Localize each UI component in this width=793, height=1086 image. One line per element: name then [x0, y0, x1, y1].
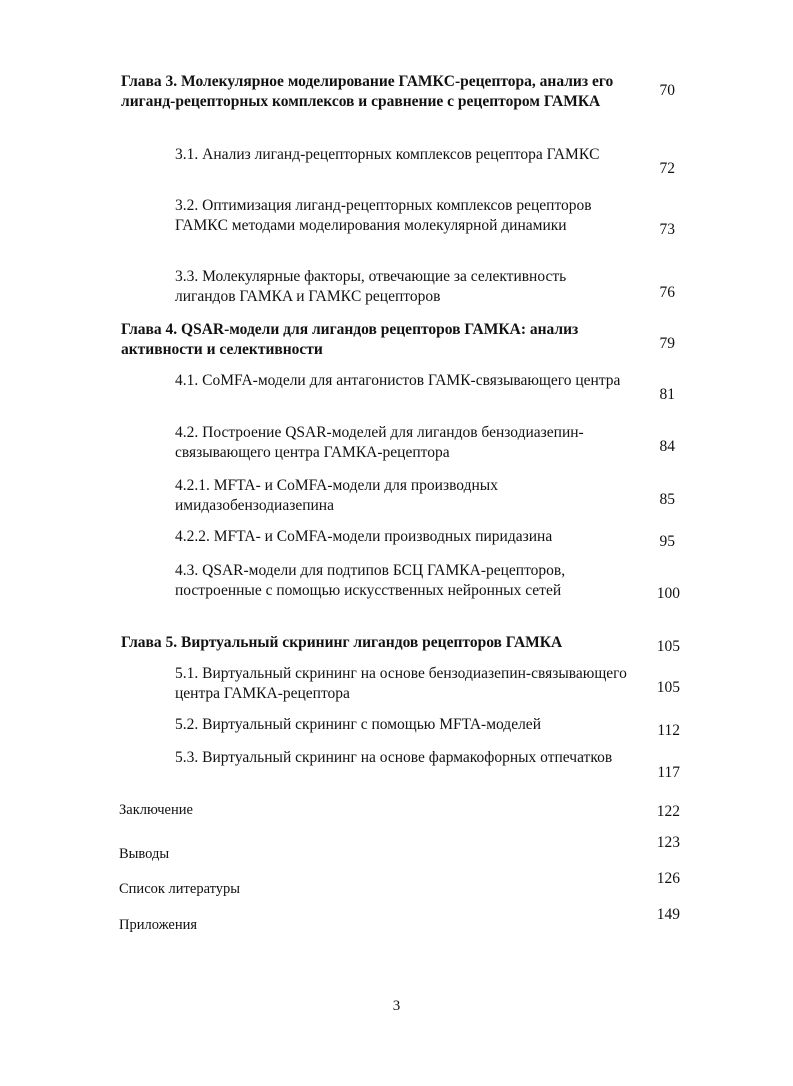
toc-entry-page: 105: [656, 638, 680, 655]
toc-entry-section-3-3: [175, 267, 630, 307]
toc-entry-title: 4.3. QSAR-модели для подтипов БСЦ ГАМКA-рецепторов, построенные с помощью искусственных нейронных сетей: [175, 562, 566, 599]
page-number: 3: [392, 998, 401, 1014]
toc-entry-page: 73: [659, 221, 675, 238]
toc-entry-page: 76: [659, 284, 675, 301]
toc-entry-page: 105: [656, 679, 680, 696]
toc-entry-title: 3.1. Анализ лиганд-рецепторных комплексов рецептора ГАМКC: [175, 146, 600, 163]
toc-entry-findings: [119, 844, 419, 864]
toc-entry-title: Глава 5. Виртуальный скрининг лигандов рецепторов ГАМКA: [121, 634, 563, 651]
toc-entry-section-4-2-1: [175, 476, 630, 516]
toc-entry-chapter-3: [121, 72, 621, 112]
toc-entry-title: Заключение: [119, 802, 193, 818]
toc-entry-title: Выводы: [119, 846, 170, 862]
toc-entry-section-4-1: [175, 371, 630, 391]
toc-entry-section-3-2: [175, 196, 630, 236]
toc-entry-page: 117: [657, 764, 680, 781]
toc-entry-section-4-3: [175, 561, 630, 601]
toc-entry-title: Глава 3. Молекулярное моделирование ГАМКC-рецептора, анализ его лиганд-рецепторных комплексов и сравнение с рецептором ГАМКA: [121, 73, 614, 110]
toc-entry-page: 123: [656, 834, 680, 851]
toc-entry-title: 4.2.2. MFTA- и CoMFA-модели производных пиридазина: [175, 528, 553, 545]
toc-entry-title: Глава 4. QSAR-модели для лигандов рецепторов ГАМКA: анализ активности и селективности: [121, 321, 579, 358]
toc-entry-title: 5.1. Виртуальный скрининг на основе бензодиазепин-связывающего центра ГАМКA-рецептора: [175, 665, 627, 702]
toc-entry-page: 70: [659, 82, 675, 99]
toc-entry-chapter-4: [121, 320, 621, 360]
toc-entry-page: 84: [659, 438, 675, 455]
toc-entry-page: 85: [659, 491, 675, 508]
toc-entry-page: 95: [659, 533, 675, 550]
toc-entry-title: Приложения: [119, 917, 198, 933]
toc-entry-page: 72: [659, 160, 675, 177]
toc-entry-page: 122: [656, 803, 680, 820]
toc-entry-section-5-2: [175, 715, 630, 735]
toc-entry-page: 149: [656, 906, 680, 923]
toc-entry-section-4-2: [175, 423, 630, 463]
toc-entry-title: 5.2. Виртуальный скрининг с помощью MFTA-моделей: [175, 716, 541, 733]
toc-entry-section-5-1: [175, 664, 630, 704]
toc-entry-page: 112: [657, 722, 680, 739]
toc-entry-section-4-2-2: [175, 527, 630, 547]
toc-entry-section-3-1: [175, 145, 630, 165]
toc-entry-title: 4.1. CoMFA-модели для антагонистов ГАМК-связывающего центра: [175, 372, 621, 389]
toc-entry-page: 100: [656, 585, 680, 602]
toc-entry-page: 126: [656, 870, 680, 887]
toc-entry-page: 81: [659, 386, 675, 403]
toc-entry-references: [119, 879, 419, 899]
toc-entry-title: 4.2. Построение QSAR-моделей для лигандов бензодиазепин-связывающего центра ГАМКA-рецептора: [175, 424, 584, 461]
toc-entry-title: 3.3. Молекулярные факторы, отвечающие за селективность лигандов ГАМКA и ГАМКC рецепторов: [175, 268, 567, 305]
toc-entry-appendices: [119, 915, 419, 935]
toc-entry-section-5-3: [175, 748, 630, 768]
toc-entry-page: 79: [659, 335, 675, 352]
toc-entry-title: 3.2. Оптимизация лиганд-рецепторных комплексов рецепторов ГАМКC методами моделирования молекулярной динамики: [175, 197, 592, 234]
toc-entry-conclusion: [119, 800, 419, 820]
toc-entry-title: 5.3. Виртуальный скрининг на основе фармакофорных отпечатков: [175, 749, 613, 766]
toc-entry-title: 4.2.1. MFTA- и CoMFA-модели для производных имидазобензодиазепина: [175, 477, 498, 514]
toc-entry-chapter-5: [121, 633, 621, 653]
toc-entry-title: Список литературы: [119, 881, 241, 897]
